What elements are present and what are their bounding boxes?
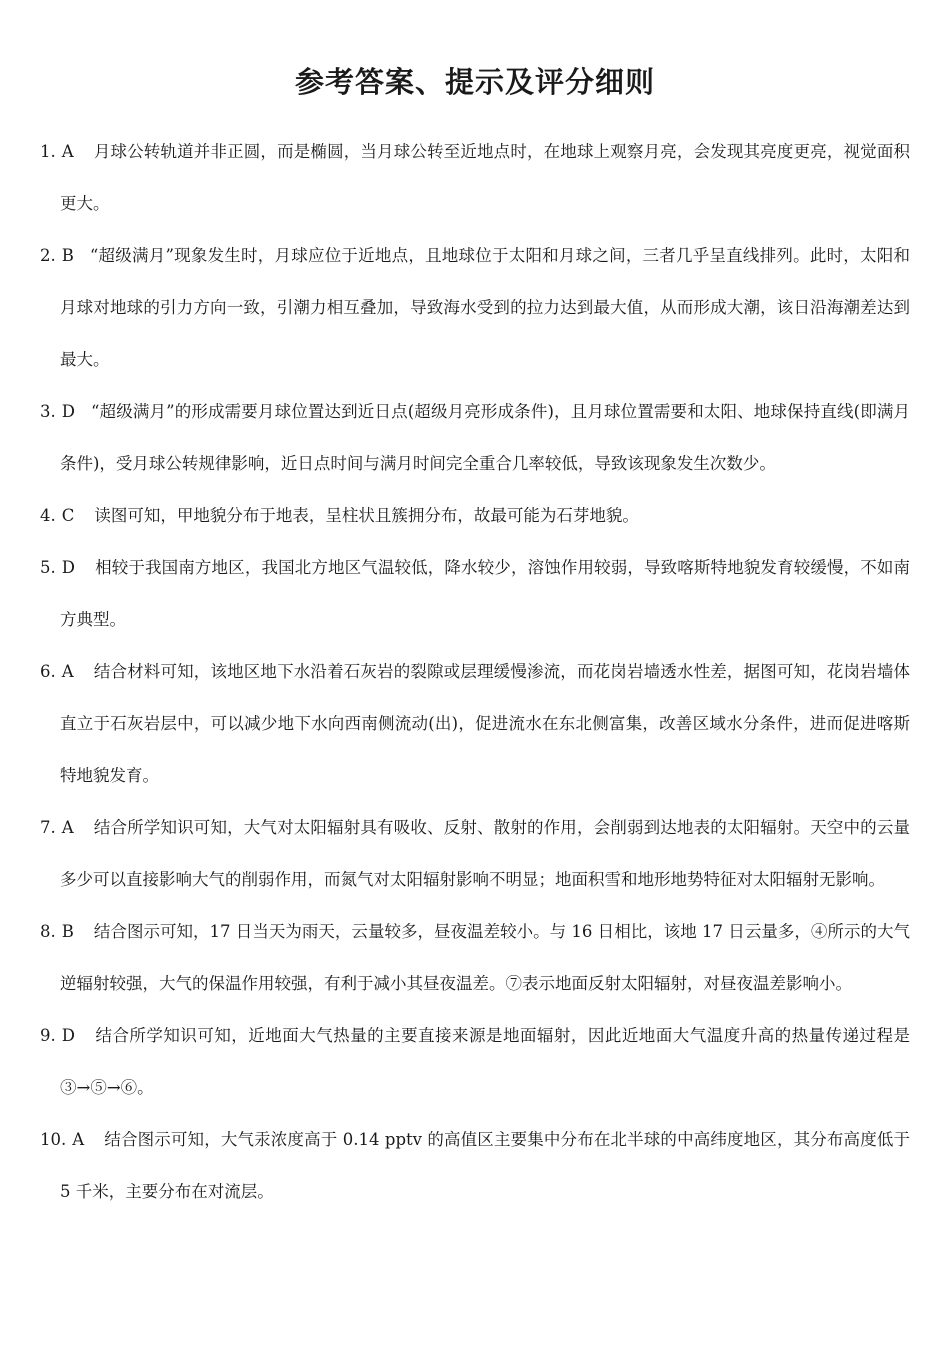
answer-item-1 (40, 126, 910, 230)
item-number: 8. (40, 922, 56, 941)
answer-item-9 (40, 1010, 910, 1114)
item-explanation: “超级满月”的形成需要月球位置达到近日点(超级月亮形成条件)，且月球位置需要和太阳、地球保持直线(即满月条件)，受月球公转规律影响，近日点时间与满月时间完全重合几率较低，导致该现象发生次数少。 (60, 402, 910, 473)
item-answer: C (61, 506, 75, 525)
item-answer: D (61, 402, 75, 421)
item-explanation: 相较于我国南方地区，我国北方地区气温较低，降水较少，溶蚀作用较弱，导致喀斯特地貌发育较缓慢，不如南方典型。 (60, 558, 910, 629)
item-explanation: 结合所学知识可知，近地面大气热量的主要直接来源是地面辐射，因此近地面大气温度升高的热量传递过程是③→⑤→⑥。 (60, 1026, 910, 1097)
answer-item-5 (40, 542, 910, 646)
item-answer: A (61, 142, 74, 161)
item-answer: A (61, 662, 74, 681)
item-answer: B (61, 246, 74, 265)
item-number: 9. (40, 1026, 56, 1045)
item-answer: D (61, 558, 75, 577)
item-answer: A (72, 1130, 85, 1149)
item-number: 4. (40, 506, 56, 525)
item-answer: B (61, 922, 74, 941)
item-answer: D (61, 1026, 75, 1045)
item-explanation: 结合材料可知，该地区地下水沿着石灰岩的裂隙或层理缓慢渗流，而花岗岩墙透水性差，据图可知，花岗岩墙体直立于石灰岩层中，可以减少地下水向西南侧流动(出)，促进流水在东北侧富集，改善区域水分条件，进而促进喀斯特地貌发育。 (60, 662, 910, 785)
item-answer: A (61, 818, 74, 837)
item-explanation: “超级满月”现象发生时，月球应位于近地点，且地球位于太阳和月球之间，三者几乎呈直线排列。此时，太阳和月球对地球的引力方向一致，引潮力相互叠加，导致海水受到的拉力达到最大值，从而形成大潮，该日沿海潮差达到最大。 (60, 246, 910, 369)
answer-item-2 (40, 230, 910, 386)
page-crop-edge (0, 1278, 950, 1350)
item-explanation: 月球公转轨道并非正圆，而是椭圆，当月球公转至近地点时，在地球上观察月亮，会发现其亮度更亮，视觉面积更大。 (60, 142, 910, 213)
item-explanation: 结合所学知识可知，大气对太阳辐射具有吸收、反射、散射的作用，会削弱到达地表的太阳辐射。天空中的云量多少可以直接影响大气的削弱作用，而氮气对太阳辐射影响不明显；地面积雪和地形地势特征对太阳辐射无影响。 (60, 818, 910, 889)
item-number: 7. (40, 818, 56, 837)
item-number: 5. (40, 558, 56, 577)
answer-item-7 (40, 802, 910, 906)
answer-item-3 (40, 386, 910, 490)
item-number: 3. (40, 402, 56, 421)
item-number: 6. (40, 662, 56, 681)
answer-list (40, 126, 910, 1218)
item-number: 10. (40, 1130, 67, 1149)
page-title: 参考答案、提示及评分细则 (294, 65, 655, 99)
answer-item-8 (40, 906, 910, 1010)
item-explanation: 结合图示可知，大气汞浓度高于 0.14 pptv 的高值区主要集中分布在北半球的中高纬度地区，其分布高度低于 5 千米，主要分布在对流层。 (60, 1130, 910, 1201)
answer-item-4 (40, 490, 910, 542)
item-number: 2. (40, 246, 56, 265)
item-number: 1. (40, 142, 56, 161)
answer-item-10 (40, 1114, 910, 1218)
item-explanation: 结合图示可知，17 日当天为雨天，云量较多，昼夜温差较小。与 16 日相比，该地 17 日云量多，④所示的大气逆辐射较强，大气的保温作用较强，有利于减小其昼夜温差。⑦表示地面反射太阳辐射，对昼夜温差影响小。 (60, 922, 910, 993)
item-explanation: 读图可知，甲地貌分布于地表，呈柱状且簇拥分布，故最可能为石芽地貌。 (94, 506, 639, 525)
answer-item-6 (40, 646, 910, 802)
